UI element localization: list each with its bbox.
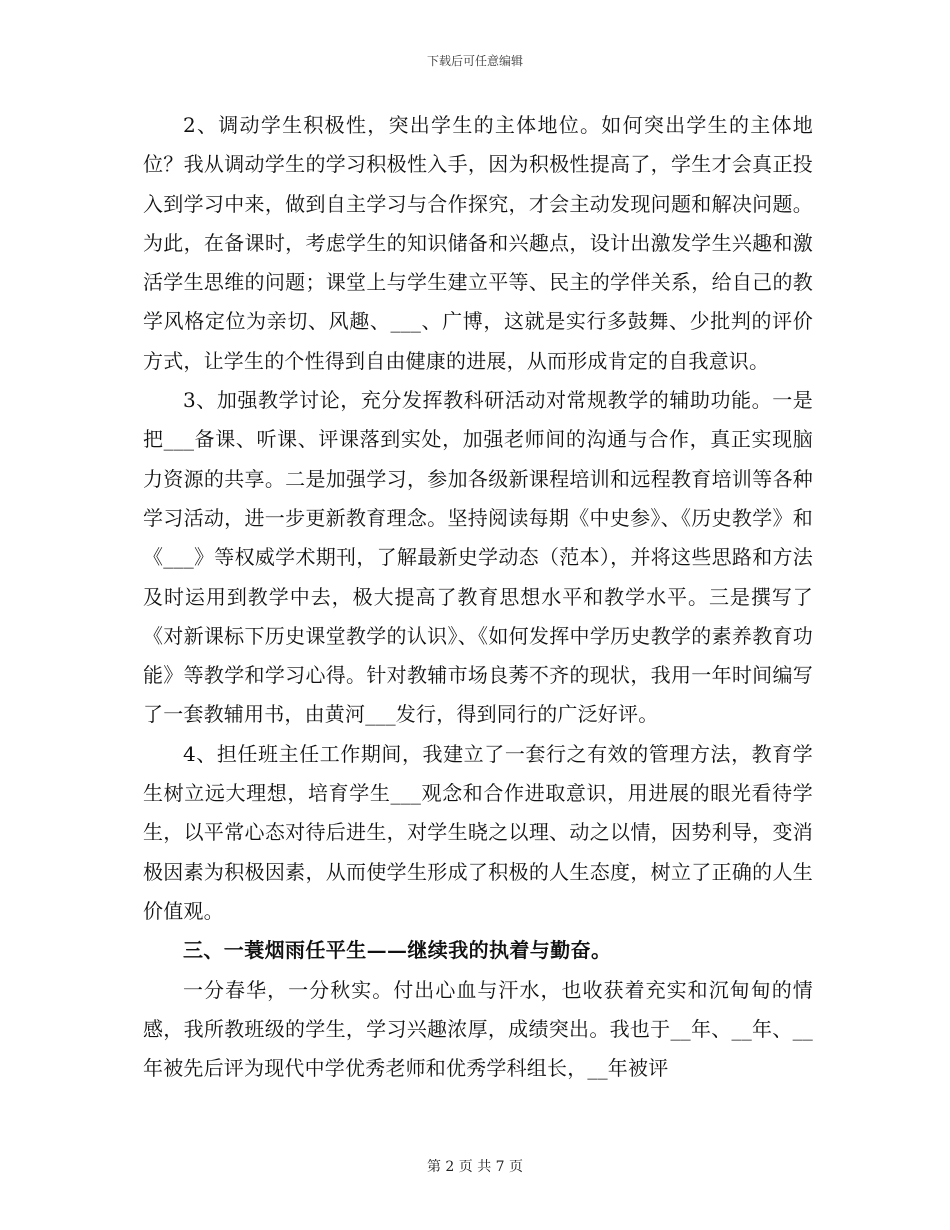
page-header: 下载后可任意编辑	[426, 54, 523, 68]
paragraph-4: 4、担任班主任工作期间，我建立了一套行之有效的管理方法，教育学生树立远大理想，培育学生___观念和合作进取意识，用进展的眼光看待学生，以平常心态对待后进生，对学生晓之以理、动之以情，因势利导，变消极因素为积极因素，从而使学生形成了积极的人生态度，树立了正确的人生价值观。	[143, 741, 813, 923]
page-number: 第 2 页 共 7 页	[426, 1159, 524, 1175]
paragraph-2: 2、调动学生积极性，突出学生的主体地位。如何突出学生的主体地位？我从调动学生的学习积极性入手，因为积极性提高了，学生才会真正投入到学习中来，做到自主学习与合作探究，才会主动发现问题和解决问题。为此，在备课时，考虑学生的知识储备和兴趣点，设计出激发学生兴趣和激活学生思维的问题；课堂上与学生建立平等、民主的学伴关系，给自己的教学风格定位为亲切、风趣、___、广博，这就是实行多鼓舞、少批判的评价方式，让学生的个性得到自由健康的进展，从而形成肯定的自我意识。	[143, 113, 813, 373]
paragraph-3: 3、加强教学讨论，充分发挥教科研活动对常规教学的辅助功能。一是把___备课、听课、评课落到实处，加强老师间的沟通与合作，真正实现脑力资源的共享。二是加强学习，参加各级新课程培训和远程教育培训等各种学习活动，进一步更新教育理念。坚持阅读每期《中史参》、《历史教学》和《___》等权威学术期刊，了解最新史学动态（范本），并将这些思路和方法及时运用到教学中去，极大提高了教育思想水平和教学水平。三是撰写了《对新课标下历史课堂教学的认识》、《如何发挥中学历史教学的素养教育功能》等教学和学习心得。针对教辅市场良莠不齐的现状，我用一年时间编写了一套教辅用书，由黄河___发行，得到同行的广泛好评。	[143, 388, 813, 727]
closing-paragraph: 一分春华，一分秋实。付出心血与汗水，也收获着充实和沉甸甸的情感，我所教班级的学生，学习兴趣浓厚，成绩突出。我也于__年、__年、__年被先后评为现代中学优秀老师和优秀学科组长，__年被评	[143, 977, 813, 1081]
section-heading: 三、一蓑烟雨任平生——继续我的执着与勤奋。	[183, 938, 612, 963]
document-body	[143, 106, 813, 1088]
